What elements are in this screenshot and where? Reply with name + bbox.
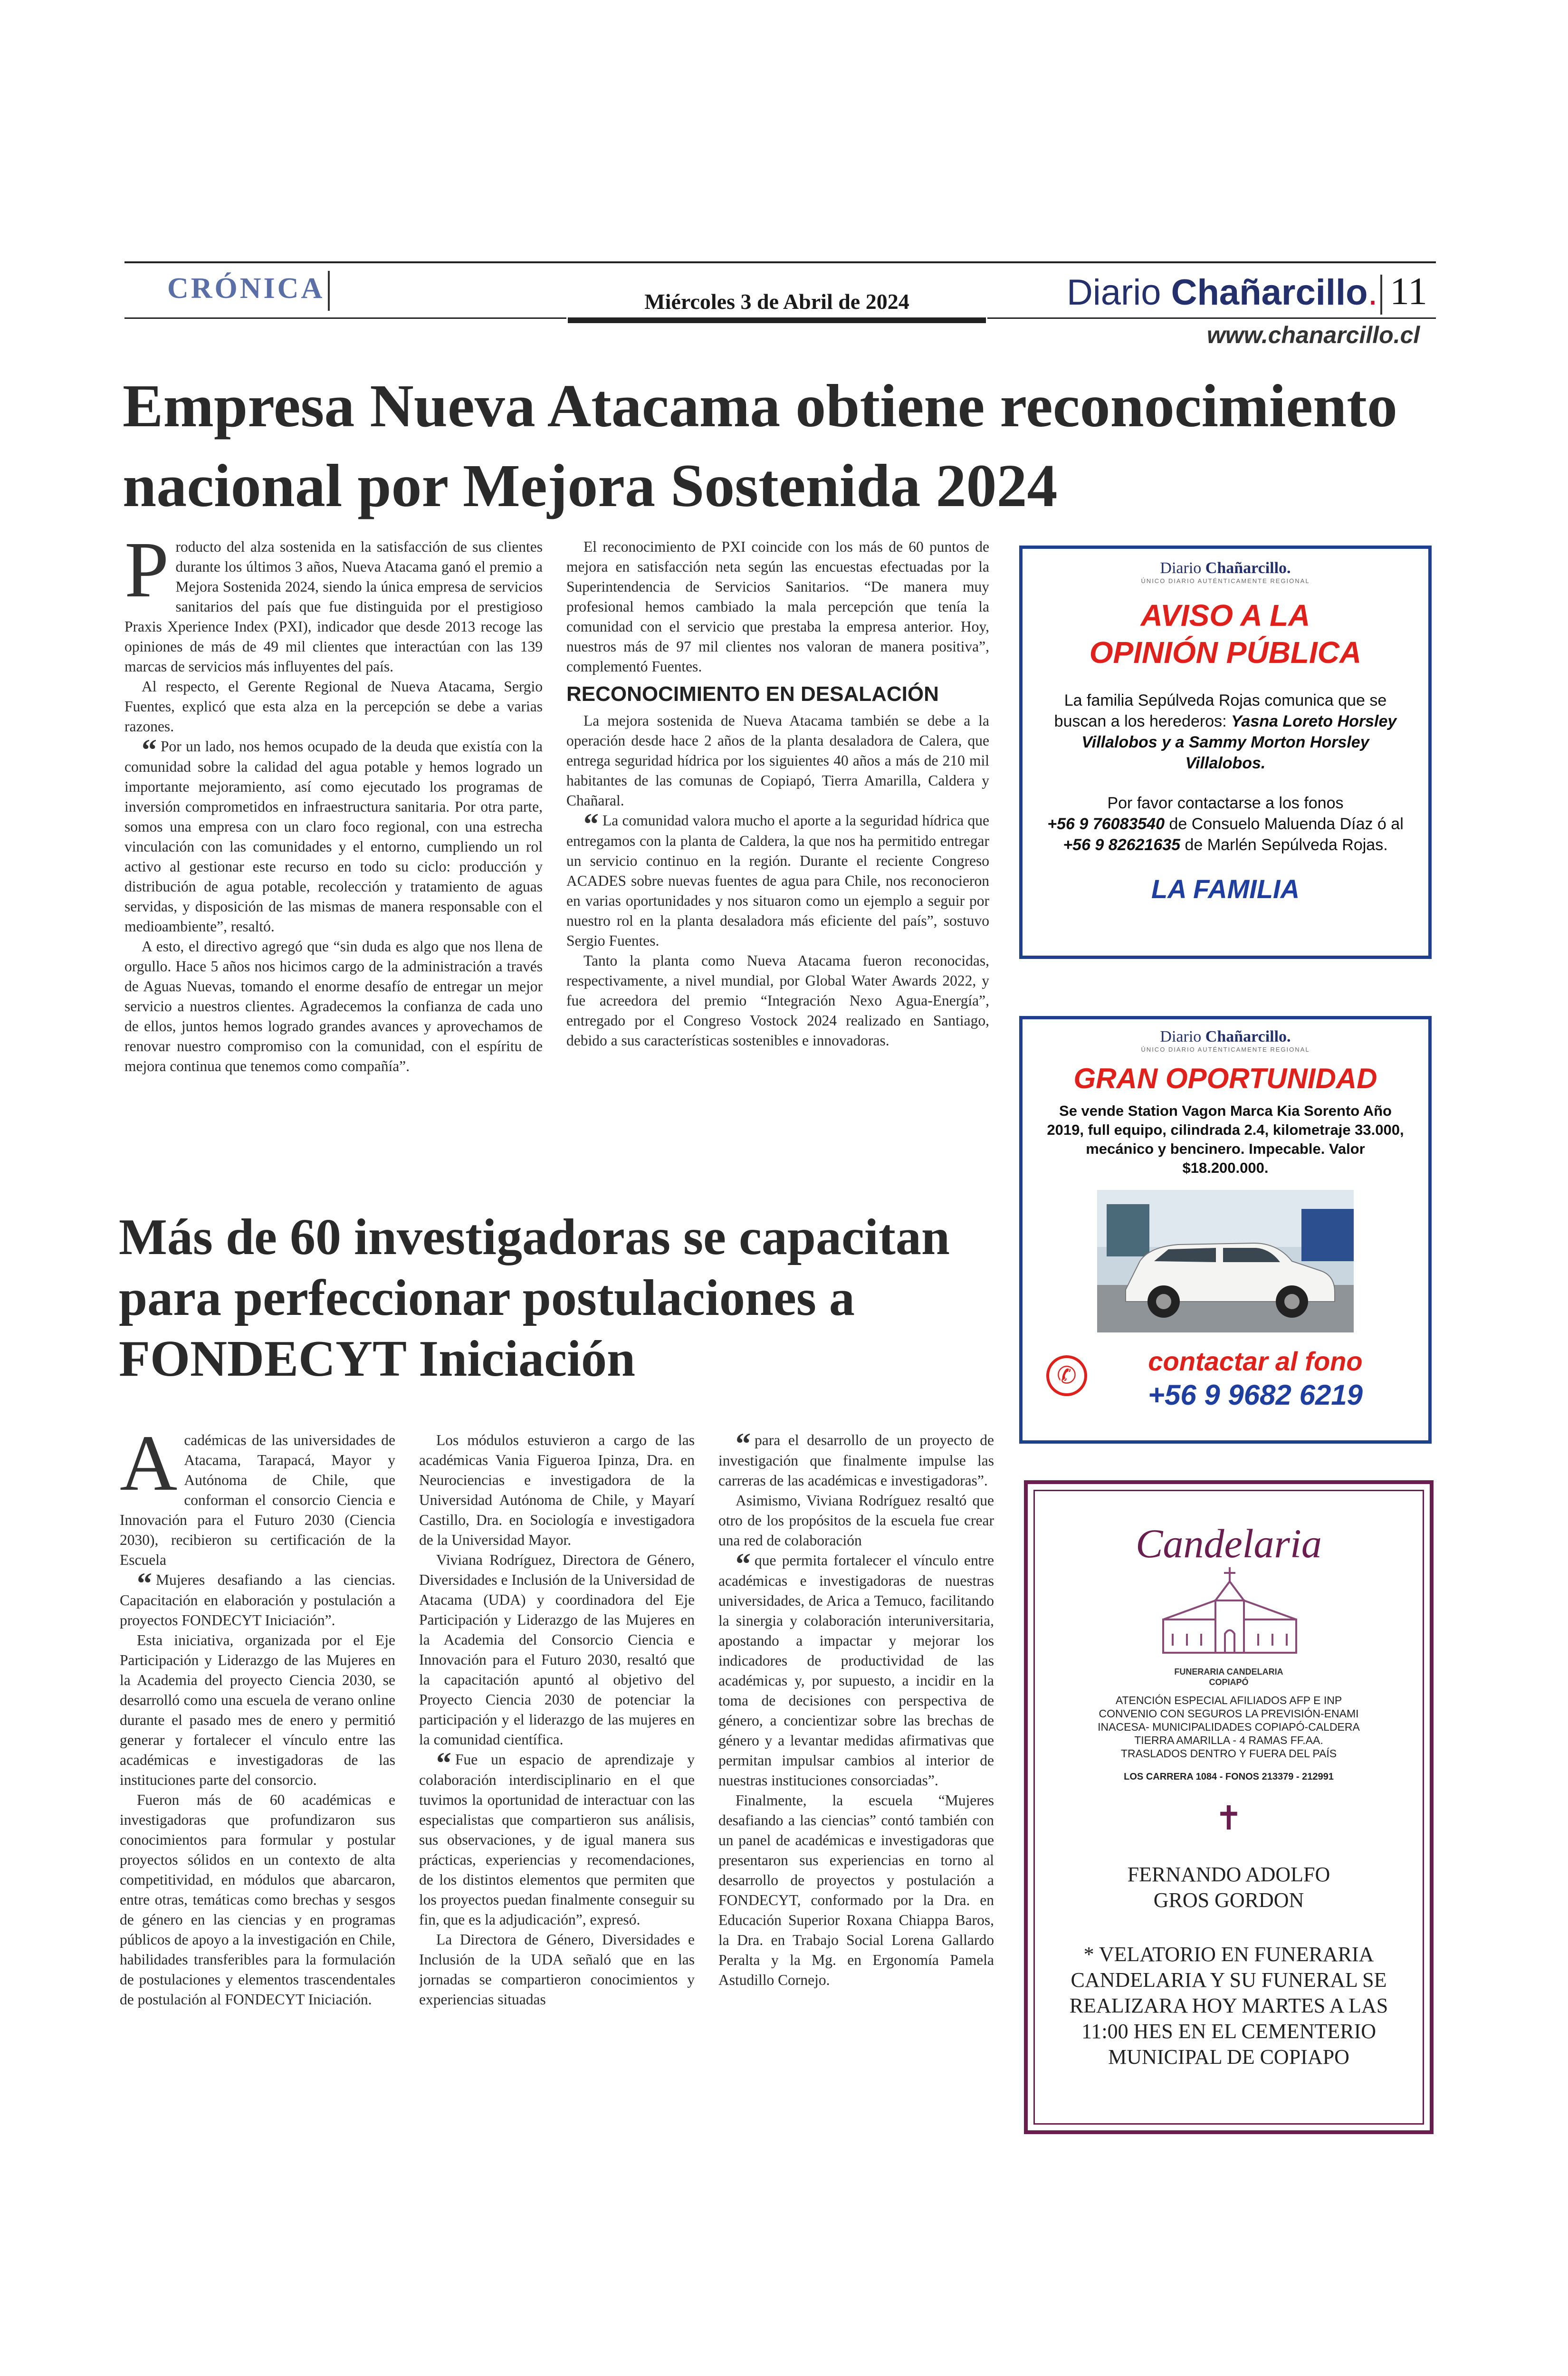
funeral-home-logo: Candelaria bbox=[1136, 1521, 1322, 1566]
car-ad-phone: +56 9 9682 6219 bbox=[1147, 1379, 1363, 1411]
article2-paragraph: Los módulos estuvieron a cargo de las académicas Vania Figueroa Ipinza, Dra. en Neurociencias e investigadora de la Universidad Autónoma de Chile, y Mayarí Castillo, Dra. en Sociología e investigadora de la Universidad Mayor. bbox=[419, 1432, 695, 1548]
notice-ad-body bbox=[1042, 690, 1409, 774]
article1-paragraph bbox=[124, 526, 543, 677]
article1-paragraph bbox=[124, 733, 543, 937]
article2-dropcap: A bbox=[120, 1419, 178, 1507]
quote-mark-icon: “ bbox=[736, 1427, 751, 1460]
article2-quote-text: Mujeres desafiando a las ciencias. Capacitación en elaboración y postulación a proyectos FONDECYT Iniciación”. bbox=[120, 1571, 395, 1629]
service-line: CONVENIO CON SEGUROS LA PREVISIÓN-ENAMI bbox=[1099, 1707, 1359, 1720]
article1-paragraph: Al respecto, el Gerente Regional de Nueva Atacama, Sergio Fuentes, explicó que esta alza en la percepción se debe a varias razones. bbox=[124, 678, 543, 735]
funeral-detail-line: CANDELARIA Y SU FUNERAL SE bbox=[1071, 1968, 1387, 1992]
notice-ad-title-line1: AVISO A LA bbox=[1140, 598, 1310, 632]
notice-ad-brand bbox=[1023, 559, 1428, 577]
article2-quote-text: Fue un espacio de aprendizaje y colaboración interdisciplinario en el que tuvimos la oportunidad de interactuar con las especialistas que compartieron sus análisis, sus observaciones, y de igual manera sus prácticas, experiencias y recomendaciones, de los distintos elementos que permiten que los proyectos puedan finalmente conseguir su fin, que es la adjudicación”, expresó. bbox=[419, 1751, 695, 1928]
car-ad-title: GRAN OPORTUNIDAD bbox=[1073, 1063, 1377, 1094]
funeral-home-city: COPIAPÓ bbox=[1209, 1677, 1249, 1687]
quote-mark-icon: “ bbox=[436, 1746, 451, 1780]
funeral-home-logo-block bbox=[1035, 1491, 1423, 1805]
cross-icon: ✝ bbox=[1214, 1801, 1243, 1837]
article2-paragraph bbox=[120, 1566, 395, 1630]
article2-paragraph: Asimismo, Viviana Rodríguez resaltó que otro de los propósitos de la escuela fue crear una red de colaboración bbox=[718, 1492, 994, 1549]
deceased-name bbox=[1035, 1862, 1423, 1913]
article2-column-2 bbox=[419, 1430, 695, 2010]
header-bottom-rule-left bbox=[124, 317, 566, 319]
masthead-bold: Chañarcillo bbox=[1171, 272, 1368, 313]
funeral-details bbox=[1035, 1942, 1423, 2070]
article2-paragraph: Finalmente, la escuela “Mujeres desafiando a las ciencias” contó también con un panel de académicas e investigadoras que presentaron sus experiencias en torno al desarrollo de proyectos y postulación a FONDECYT, conformado por la Dra. en Educación Superior Roxana Chiappa Baros, la Dra. en Trabajo Social Lorena Gallardo Peralta y la Mg. en Ergonomía Pamela Astudillo Cornejo. bbox=[718, 1792, 994, 1988]
article2-paragraph bbox=[419, 1746, 695, 1930]
article1-column-2 bbox=[566, 537, 989, 1051]
article1-paragraph: La mejora sostenida de Nueva Atacama también se debe a la operación desde hace 2 años de la planta desaladora de Calera, que entrega seguridad hídrica por los siguientes 40 años a más de 210 mil habitantes de las comunas de Copiapó, Tierra Amarilla, Caldera y Chañaral. bbox=[566, 712, 989, 809]
funeral-detail-line: * VELATORIO EN FUNERARIA bbox=[1083, 1943, 1374, 1966]
quote-mark-icon: “ bbox=[583, 807, 599, 841]
website-link[interactable]: www.chanarcillo.cl bbox=[1207, 322, 1420, 348]
obituary-inner-frame bbox=[1033, 1490, 1424, 2125]
notice-ad bbox=[1019, 546, 1432, 959]
car-ad-contact bbox=[1023, 1342, 1428, 1413]
article2-paragraph: Viviana Rodríguez, Directora de Género, Diversidades e Inclusión de la Universidad de Atacama (UDA) y coordinadora del Eje Participación y Liderazgo de las Mujeres en la Academia del Consorcio Ciencia e Innovación para el Futuro 2030, resaltó que la capacitación apuntó al objetivo del Proyecto Ciencia 2030 de potenciar la participación y el liderazgo de las mujeres en la comunidad científica. bbox=[419, 1552, 695, 1748]
car-ad-brand bbox=[1023, 1028, 1428, 1046]
quote-mark-icon: “ bbox=[736, 1547, 751, 1581]
article2-column-1 bbox=[120, 1419, 395, 2010]
article2-paragraph: Fueron más de 60 académicas e investigadoras que profundizaron sus conocimientos para formular y postular proyectos sólidos en un contexto de alta competitividad, en módulos que abarcaron, entre otras, temáticas como brechas y sesgos de género en las ciencias y en programas públicos de apoyo a la investigación en Chile, habilidades transferibles para la formulación de postulaciones y elementos trascendentales de postulación al FONDECYT Iniciación. bbox=[120, 1792, 395, 2008]
funeral-detail-line: 11:00 HES EN EL CEMENTERIO bbox=[1081, 2020, 1377, 2043]
article2-lead-text: cadémicas de las universidades de Atacama, Tarapacá, Mayor y Autónoma de Chile, que conforman el consorcio Ciencia e Innovación para el Futuro 2030 (Ciencia 2030), recibieron su certificación de la Escuela bbox=[120, 1432, 395, 1568]
article2-paragraph bbox=[120, 1419, 395, 1570]
service-line: TRASLADOS DENTRO Y FUERA DEL PAÍS bbox=[1120, 1747, 1337, 1760]
car-ad-brand-bold: Chañarcillo. bbox=[1205, 1028, 1291, 1045]
quote-mark-icon: “ bbox=[137, 1566, 152, 1600]
article1-lead-text: roducto del alza sostenida en la satisfacción de sus clientes durante los últimos 3 años, Nueva Atacama ganó el premio a Mejora Sostenida 2024, siendo la única empresa de servicios sanitarios del país que fue distinguida por el prestigioso Praxis Xperience Index (PXI), indicador que desde 2013 recoge las opiniones de más de 49 mil clientes que interactúan con las 139 marcas de servicios más influyentes del país. bbox=[124, 538, 543, 675]
article2-paragraph bbox=[718, 1547, 994, 1791]
article1-paragraph: Tanto la planta como Nueva Atacama fueron reconocidas, respectivamente, a nivel mundial, por Global Water Awards 2022, y fue acreedora del premio “Integración Nexo Agua-Energía”, entregado por el Congreso Vostock 2024 realizado en Santiago, debido a sus características sostenibles e innovadoras. bbox=[566, 952, 989, 1049]
masthead-dot: . bbox=[1367, 272, 1378, 313]
article1-paragraph bbox=[566, 807, 989, 951]
article2-paragraph: Esta iniciativa, organizada por el Eje Participación y Liderazgo de las Mujeres en la Academia del proyecto Ciencia 2030, se desarrolló como una escuela de verano online durante el pasado mes de enero y permitió generar y fortalecer el vínculo entre las académicas e investigadoras de las instituciones parte del consorcio. bbox=[120, 1632, 395, 1788]
car-ad-tagline: ÚNICO DIARIO AUTÉNTICAMENTE REGIONAL bbox=[1141, 1046, 1310, 1053]
notice-ad-signature: LA FAMILIA bbox=[1151, 874, 1300, 904]
car-sale-ad bbox=[1019, 1016, 1432, 1444]
deceased-name-line: FERNANDO ADOLFO bbox=[1127, 1863, 1330, 1886]
date-bar bbox=[568, 317, 986, 323]
notice-ad-intro: La familia Sepúlveda Rojas comunica que se buscan a los herederos: bbox=[1054, 691, 1387, 730]
car-ad-brand-light: Diario bbox=[1160, 1028, 1202, 1045]
funeral-home-services bbox=[1063, 1694, 1394, 1760]
article1-subhead: RECONOCIMIENTO EN DESALACIÓN bbox=[566, 682, 939, 706]
funeral-home-name: FUNERARIA CANDELARIA bbox=[1174, 1667, 1283, 1677]
phone-icon: ✆ bbox=[1046, 1355, 1087, 1396]
article2-quote-text: para el desarrollo de un proyecto de investigación que finalmente impulse las carreras de las académicas e investigadoras”. bbox=[718, 1432, 994, 1489]
article2-paragraph: La Directora de Género, Diversidades e Inclusión de la UDA señaló que en las jornadas se compartieron conocimientos y experiencias situadas bbox=[419, 1931, 695, 2008]
church-icon bbox=[1154, 1562, 1306, 1657]
article1-quote-text: La comunidad valora mucho el aporte a la seguridad hídrica que entregamos con la planta de Caldera, la que nos ha permitido entregar un servicio continuo en la región. Durante el reciente Congreso ACADES sobre nuevas fuentes de agua para Chile, nos reconocieron en varias oportunidades y nos situaron como un ejemplo a seguir por nuestro rol en la planta desaladora más eficiente del país”, sostuvo Sergio Fuentes. bbox=[566, 812, 989, 949]
header-bottom-rule-right bbox=[987, 317, 1436, 319]
notice-ad-contact-intro: Por favor contactarse a los fonos bbox=[1107, 794, 1344, 812]
section-label: CRÓNICA bbox=[167, 272, 325, 305]
page-number-divider bbox=[1380, 275, 1382, 315]
car-photo bbox=[1097, 1190, 1354, 1332]
notice-ad-contact-1: de Consuelo Maluenda Díaz ó al bbox=[1169, 815, 1404, 833]
section-divider bbox=[328, 271, 330, 311]
notice-ad-brand-bold: Chañarcillo. bbox=[1205, 559, 1291, 577]
article1-quote-text: Por un lado, nos hemos ocupado de la deuda que existía con la comunidad sobre la calidad del agua potable y hemos logrado un importante mejoramiento, así como ejecutado los programas de inversión comprometidos en infraestructura sanitaria. Por otra parte, somos una empresa con un claro foco regional, con una estrecha vinculación con las comunidades y el entorno, cumpliendo un rol activo al gestionar este recurso en todo su ciclo: producción y distribución de agua potable, recolección y tratamiento de aguas servidas, y disposición de las mismas de manera responsable con el medioambiente”, resaltó. bbox=[124, 738, 543, 935]
quote-mark-icon: “ bbox=[142, 733, 157, 766]
header-top-rule bbox=[124, 261, 1436, 263]
article2-headline: Más de 60 investigadoras se capacitan para perfeccionar postulaciones a FONDECYT Iniciación bbox=[119, 1209, 950, 1387]
notice-ad-contact-2: de Marlén Sepúlveda Rojas. bbox=[1185, 836, 1388, 854]
service-line: INACESA- MUNICIPALIDADES COPIAPÓ-CALDERA bbox=[1098, 1721, 1360, 1733]
article1-paragraph: A esto, el directivo agregó que “sin duda es algo que nos llena de orgullo. Hace 5 años nos hicimos cargo de la administración a través de Aguas Nuevas, tomando el enorme desafío de entregar un mejor servicio a nuestros clientes. Agradecemos la confianza de cada uno de ellos, juntos hemos logrado grandes avances y aprovechamos de renovar nuestro compromiso con la comunidad, con el espíritu de mejora continua que tenemos como compañía”. bbox=[124, 938, 543, 1074]
service-line: TIERRA AMARILLA - 4 RAMAS FF.AA. bbox=[1134, 1734, 1323, 1746]
funeral-detail-line: REALIZARA HOY MARTES A LAS bbox=[1069, 1994, 1388, 2017]
masthead-logo bbox=[1067, 272, 1378, 313]
article2-column-3 bbox=[718, 1427, 994, 1990]
deceased-name-line: GROS GORDON bbox=[1153, 1888, 1304, 1912]
article1-dropcap: P bbox=[124, 526, 169, 614]
funeral-home-address: LOS CARRERA 1084 - FONOS 213379 - 212991 bbox=[1124, 1772, 1334, 1782]
masthead-light: Diario bbox=[1067, 272, 1161, 313]
service-line: ATENCIÓN ESPECIAL AFILIADOS AFP E INP bbox=[1115, 1694, 1342, 1706]
article1-paragraph: El reconocimiento de PXI coincide con los más de 60 puntos de mejora en satisfacción neta según las encuestas efectuadas por la Superintendencia de Servicios Sanitarios. “De manera muy profesional hemos cambiado la mala percepción que tenía la comunidad con el servicio que prestaba la empresa anterior. Hoy, nuestros más de 97 mil clientes nos valoran de manera positiva”, complementó Fuentes. bbox=[566, 538, 989, 675]
car-image-icon bbox=[1097, 1190, 1354, 1332]
notice-ad-phone-1: +56 9 76083540 bbox=[1047, 815, 1165, 833]
article2-quote-text: que permita fortalecer el vínculo entre académicas e investigadoras de nuestras universidades, de Arica a Temuco, facilitando la sinergia y colaboración interuniversitaria, apostando a impactar y mejorar los indicadores de productividad de las académicas y, por supuesto, a incidir en la toma de decisiones con perspectiva de género, a concientizar sobre las brechas de género y a levantar medidas afirmativas que permitan impulsar cambios al interior de nuestras instituciones consorciadas”. bbox=[718, 1552, 994, 1789]
notice-ad-brand-light: Diario bbox=[1160, 559, 1202, 577]
article2-paragraph bbox=[718, 1427, 994, 1491]
funeral-detail-line: MUNICIPAL DE COPIAPO bbox=[1108, 2045, 1349, 2069]
page-number: 11 bbox=[1390, 269, 1427, 313]
notice-ad-heirs: Yasna Loreto Horsley Villalobos y a Sammy Morton Horsley Villalobos. bbox=[1081, 712, 1397, 772]
car-ad-description: Se vende Station Vagon Marca Kia Sorento Año 2019, full equipo, cilindrada 2.4, kilometraje 33.000, mecánico y bencinero. Impecable. Valor $18.200.000. bbox=[1047, 1102, 1404, 1176]
notice-ad-phone-2: +56 9 82621635 bbox=[1063, 836, 1181, 854]
notice-ad-tagline: ÚNICO DIARIO AUTÉNTICAMENTE REGIONAL bbox=[1141, 577, 1310, 584]
notice-ad-contact bbox=[1042, 793, 1409, 855]
article1-headline: Empresa Nueva Atacama obtiene reconocimiento nacional por Mejora Sostenida 2024 bbox=[123, 372, 1397, 519]
article1-column-1 bbox=[124, 526, 543, 1076]
obituary-notice bbox=[1024, 1480, 1434, 2134]
issue-date: Miércoles 3 de Abril de 2024 bbox=[644, 289, 909, 314]
car-ad-contact-label: contactar al fono bbox=[1148, 1346, 1363, 1376]
notice-ad-title-line2: OPINIÓN PÚBLICA bbox=[1089, 635, 1362, 670]
